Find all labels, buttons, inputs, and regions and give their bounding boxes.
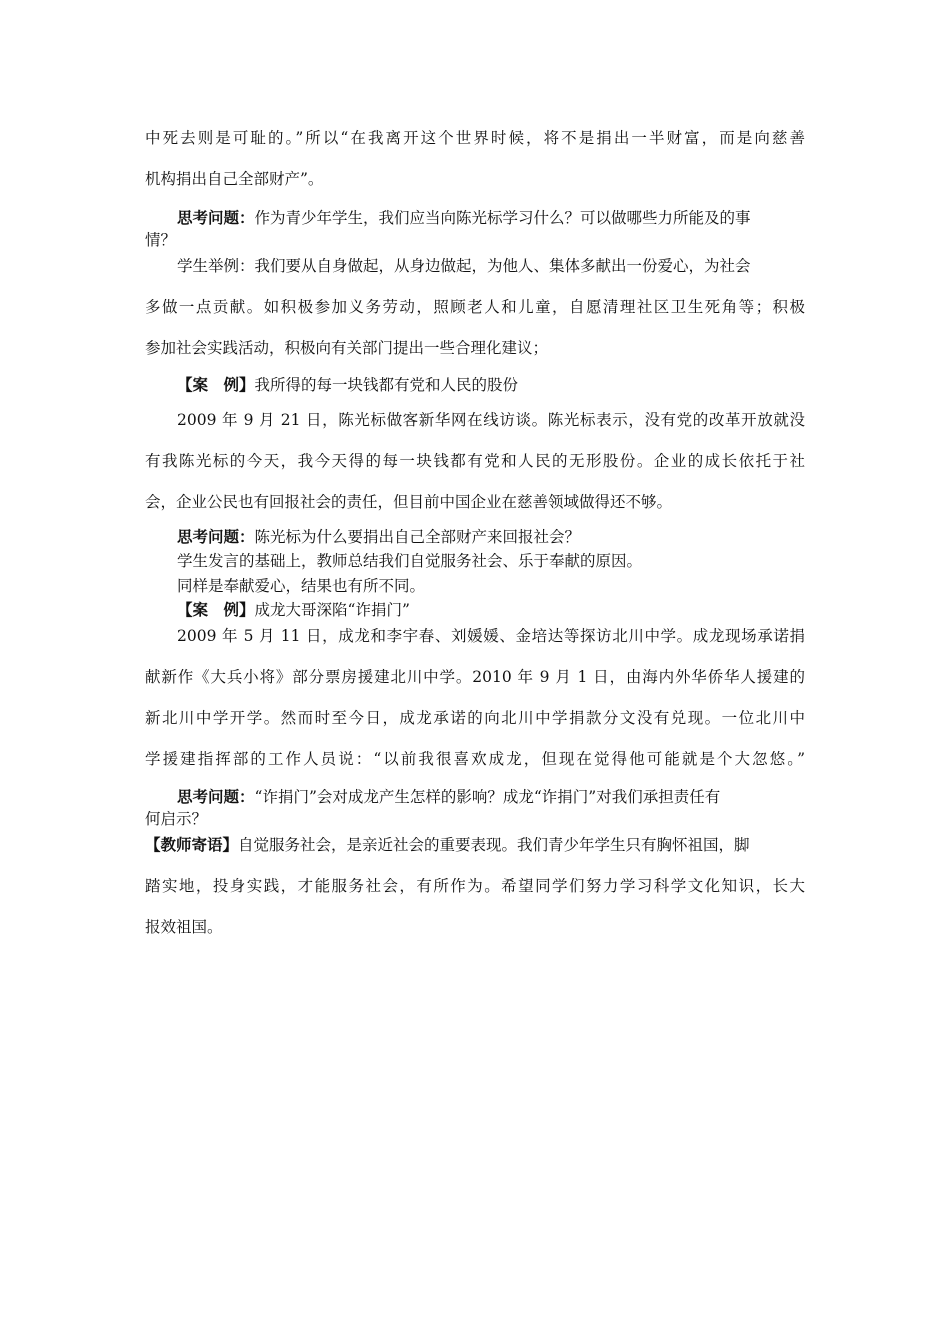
paragraph-line: 同样是奉献爱心，结果也有所不同。 — [177, 577, 426, 595]
paragraph-line: 2009 年 9 月 21 日，陈光标做客新华网在线访谈。陈光标表示，没有党的改革开放就没 — [177, 411, 805, 429]
question-text: “诈捐门”会对成龙产生怎样的影响？成龙“诈捐门”对我们承担责任有 — [254, 788, 721, 806]
paragraph-line: 报效祖国。 — [145, 918, 223, 936]
paragraph-line: 多做一点贡献。如积极参加义务劳动，照顾老人和儿童，自愿清理社区卫生死角等；积极 — [145, 298, 805, 316]
message-text: 自觉服务社会，是亲近社会的重要表现。我们青少年学生只有胸怀祖国，脚 — [238, 836, 750, 854]
question-continuation: 情？ — [145, 231, 177, 249]
case-label: 【案 例】 — [177, 375, 255, 394]
case-heading — [177, 600, 805, 620]
message-line — [145, 835, 805, 855]
question-label: 思考问题： — [177, 527, 255, 546]
case-label: 【案 例】 — [177, 600, 255, 619]
question-line — [177, 527, 805, 547]
case-title: 我所得的每一块钱都有党和人民的股份 — [254, 376, 519, 394]
question-label: 思考问题： — [177, 787, 255, 806]
case-title: 成龙大哥深陷“诈捐门” — [254, 601, 410, 619]
paragraph-line: 献新作《大兵小将》部分票房援建北川中学。2010 年 9 月 1 日，由海内外华侨华人援建的 — [145, 668, 805, 686]
paragraph-line: 新北川中学开学。然而时至今日，成龙承诺的向北川中学捐款分文没有兑现。一位北川中 — [145, 709, 805, 727]
paragraph-line: 学生举例：我们要从自身做起，从身边做起，为他人、集体多献出一份爱心，为社会 — [177, 257, 751, 275]
case-heading — [177, 375, 805, 395]
question-line — [177, 208, 805, 228]
paragraph-line: 会，企业公民也有回报社会的责任，但目前中国企业在慈善领域做得还不够。 — [145, 493, 673, 511]
paragraph-line: 踏实地，投身实践，才能服务社会，有所作为。希望同学们努力学习科学文化知识，长大 — [145, 877, 805, 895]
question-label: 思考问题： — [177, 208, 255, 227]
message-label: 【教师寄语】 — [145, 835, 239, 854]
paragraph-line: 2009 年 5 月 11 日，成龙和李宇春、刘媛媛、金培达等探访北川中学。成龙现场承诺捐 — [177, 627, 805, 645]
question-continuation: 何启示？ — [145, 810, 208, 828]
paragraph-line: 学援建指挥部的工作人员说：“以前我很喜欢成龙，但现在觉得他可能就是个大忽悠。” — [145, 750, 805, 768]
question-line — [177, 787, 805, 807]
paragraph-line: 学生发言的基础上，教师总结我们自觉服务社会、乐于奉献的原因。 — [177, 552, 643, 570]
question-text: 陈光标为什么要捐出自己全部财产来回报社会？ — [254, 528, 581, 546]
paragraph-line: 机构捐出自己全部财产”。 — [145, 170, 324, 188]
paragraph-line: 有我陈光标的今天，我今天得的每一块钱都有党和人民的无形股份。企业的成长依托于社 — [145, 452, 805, 470]
paragraph-line: 参加社会实践活动，积极向有关部门提出一些合理化建议； — [145, 339, 549, 357]
question-text: 作为青少年学生，我们应当向陈光标学习什么？可以做哪些力所能及的事 — [254, 209, 751, 227]
paragraph-line: 中死去则是可耻的。”所以“在我离开这个世界时候，将不是捐出一半财富，而是向慈善 — [145, 129, 805, 147]
